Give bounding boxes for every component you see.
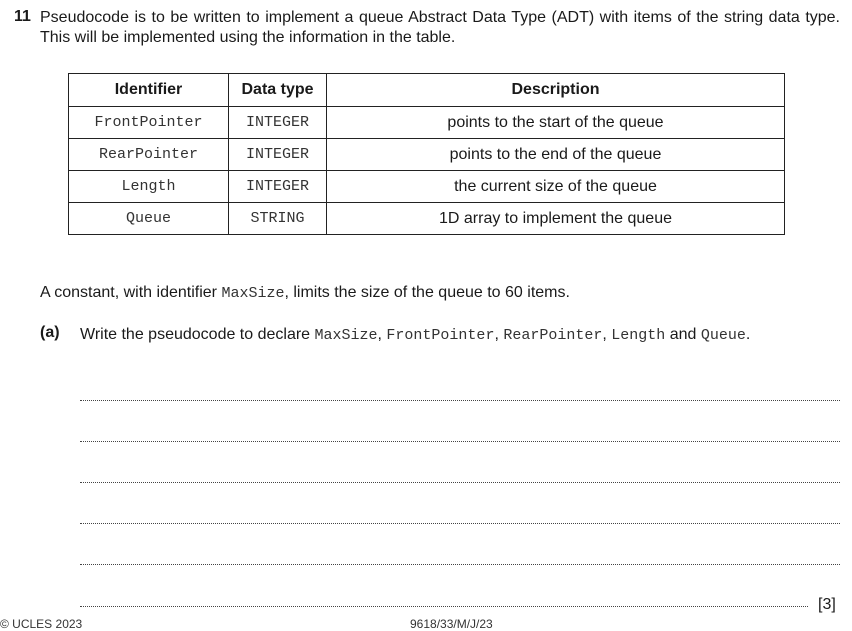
part-a-end: .	[745, 326, 751, 343]
answer-line[interactable]	[80, 400, 840, 401]
table-header-row	[69, 74, 785, 107]
constant-text-before: A constant, with identifier	[40, 284, 222, 301]
part-a-id-length: Length	[611, 327, 666, 344]
cell-description: points to the start of the queue	[327, 107, 785, 139]
part-a-id-queue: Queue	[700, 327, 746, 344]
answer-line[interactable]	[80, 482, 840, 483]
part-a-and: and	[665, 326, 701, 343]
answer-line[interactable]	[80, 606, 808, 607]
identifier-table	[68, 73, 785, 235]
table-row	[69, 171, 785, 203]
marks-indicator: [3]	[818, 596, 836, 613]
header-data-type: Data type	[229, 74, 327, 107]
footer-copyright: © UCLES 2023	[0, 617, 83, 631]
constant-text-after: , limits the size of the queue to 60 items.	[284, 284, 570, 301]
answer-line[interactable]	[80, 564, 840, 565]
cell-data-type: INTEGER	[229, 171, 327, 203]
constant-statement	[40, 283, 570, 304]
part-a-separator: ,	[602, 326, 612, 343]
cell-data-type: INTEGER	[229, 139, 327, 171]
constant-identifier: MaxSize	[221, 285, 285, 302]
cell-identifier: Length	[69, 171, 229, 203]
cell-data-type: STRING	[229, 203, 327, 235]
footer-paper-code: 9618/33/M/J/23	[410, 617, 493, 631]
cell-data-type: INTEGER	[229, 107, 327, 139]
part-a-prompt	[80, 324, 840, 346]
question-number: 11	[14, 8, 31, 25]
table-row	[69, 139, 785, 171]
cell-description: points to the end of the queue	[327, 139, 785, 171]
question-intro: Pseudocode is to be written to implement a queue Abstract Data Type (ADT) with items of the string data type. This will be implemented using the information in the table.	[40, 9, 840, 46]
table-row	[69, 107, 785, 139]
cell-description: 1D array to implement the queue	[327, 203, 785, 235]
part-a-id-frontpointer: FrontPointer	[386, 327, 495, 344]
header-identifier: Identifier	[69, 74, 229, 107]
cell-identifier: Queue	[69, 203, 229, 235]
part-a-separator: ,	[377, 326, 387, 343]
part-a-text-prefix: Write the pseudocode to declare	[80, 326, 315, 343]
part-a-separator: ,	[494, 326, 504, 343]
part-a-label: (a)	[40, 324, 60, 341]
table-row	[69, 203, 785, 235]
cell-description: the current size of the queue	[327, 171, 785, 203]
answer-line[interactable]	[80, 441, 840, 442]
cell-identifier: FrontPointer	[69, 107, 229, 139]
part-a-id-maxsize: MaxSize	[314, 327, 378, 344]
header-description: Description	[327, 74, 785, 107]
answer-line[interactable]	[80, 523, 840, 524]
cell-identifier: RearPointer	[69, 139, 229, 171]
part-a-id-rearpointer: RearPointer	[503, 327, 603, 344]
